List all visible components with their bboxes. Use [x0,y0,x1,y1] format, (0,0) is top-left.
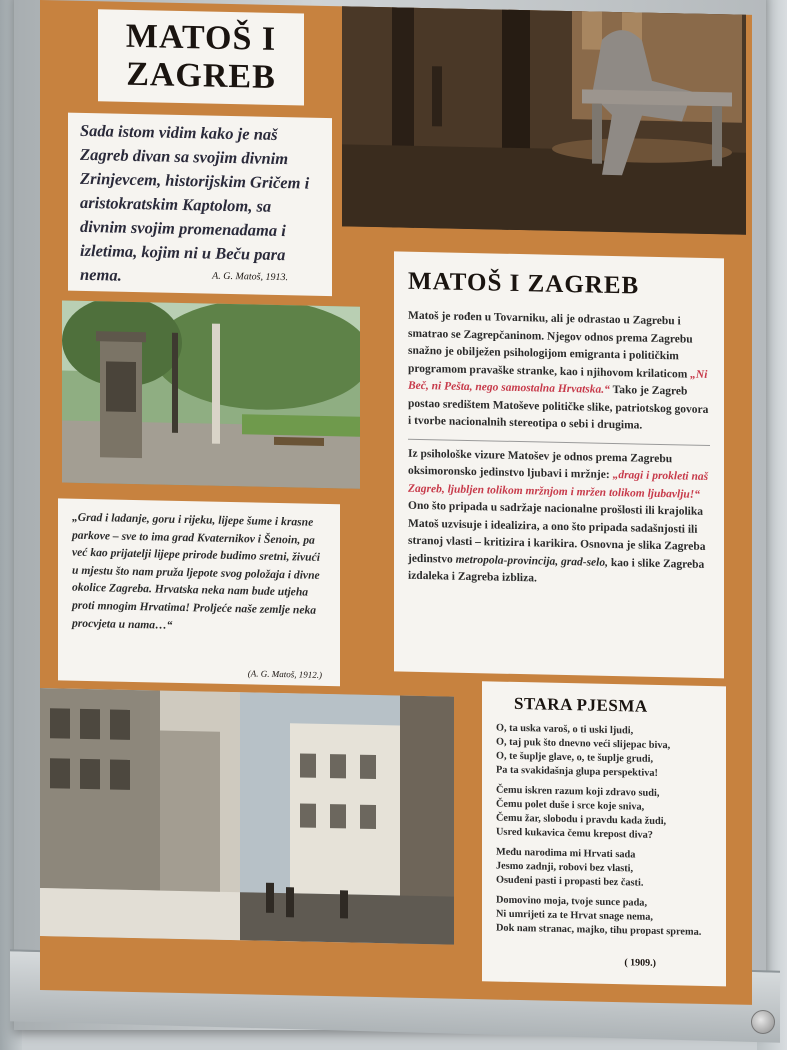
poem-line: O, ta uska varoš, o ti uski ljudi, [496,722,634,737]
poem-line: O, taj puk što dnevno veći slijepac biva, [496,736,671,752]
poem-stanza [496,784,712,845]
poem-stanza [496,846,712,893]
poem-line: Čemu žar, slobodu i pravdu kada žudi, [496,812,667,828]
info-para2-quote: „dragi i prokleti naš Zagreb, ljubljen tolikom mržnjom i mržen tolikom ljubavlju!“ [408,468,709,501]
poem-line: Među narodima mi Hrvati sada [496,846,636,861]
title-card [98,9,304,105]
info-paragraph-1 [408,308,710,437]
info-para1-text-a: Matoš je rođen u Tovarniku, ali je odrastao u Zagrebu i smatrao se Zagrepčaninom. Njegov odnos prema Zagrebu snažno je obilježen psihologijom emigranta i političkim programom pravaške stranke, kao i njihovom krilaticom [408,309,693,381]
poem-line: Dok nam stranac, majko, tihu propast sprema. [496,922,702,938]
poem-stanza [496,722,712,783]
info-card [394,251,724,678]
quote-bottom-text: „Grad i ladanje, goru i rijeku, lijepe šume i krasne parkove – sve to ima grad Kvaternikov i Šenoin, pa već kao prijatelji lijepe prirode budimo sretni, živući u mjestu što nam pruža ljepote svog položaja i divne okolice Zagreba. Hrvatska neka nam bude utjeha proti mnogim Hrvatima! Proljeće naše zemlje neka procvjeta u nama…“ [72,510,320,632]
poster-board [40,0,752,1005]
info-heading: MATOŠ I ZAGREB [408,267,640,300]
poem-line: Ni umrijeti za te Hrvat snage nema, [496,908,653,923]
info-divider [408,438,710,445]
quote-top-text: Sada istom vidim kako je naš Zagreb divan sa svojim divnim Zrinjevcem, historijskim Gričem i aristokratskim Kaptolom, sa divnim svojim promenadama i izletima, kojim ni u Beču para nema. [80,120,310,285]
poem-line: Jesmo zadnji, robovi bez vlasti, [496,860,634,875]
info-para2-text-b: Ono što pripada u sadržaje nacionalne prošlosti ili krajolika Matoš uzvisuje i idealizira, a ono što pripada sadašnjosti ili stranoj vlasti – kritizira i karikira. Osnovna je slika Zagreba jedinstvo [408,499,706,566]
poem-line: O, te šuplje glave, o, te šuplje grudi, [496,750,654,765]
info-para1-text-b: Tako je Zagreb postao središtem Matoševe političke slike, patriotskog govora i tvorbe nacionalnih stereotipa o sebi i drugima. [408,383,709,432]
poem-line: Čemu iskren razum koji zdravo sudi, [496,784,660,799]
poem-year: ( 1909.) [624,957,656,969]
poem-line: Usred kukavica čemu krepost diva? [496,826,653,841]
poem-line: Čemu polet duše i srce koje sniva, [496,798,645,813]
poem-stanza [496,894,712,941]
street-photo-pair [40,688,454,945]
poem-line: Pa ta svakidašnja glupa perspektiva! [496,764,658,779]
quote-card-top [68,113,332,297]
quote-top-signature: A. G. Matoš, 1913. [212,270,288,284]
title-line-2: ZAGREB [126,55,276,96]
info-para2-text-d: kao i slike Zagreba izdaleka i Zagreba izbliza. [408,556,705,585]
poem-title: STARA PJESMA [514,693,648,716]
poem-card [482,681,726,986]
info-paragraph-2 [408,445,710,591]
poem-line: Osuđeni pasti i propasti bez časti. [496,874,644,889]
park-photo [62,300,360,488]
statue-photo [342,0,746,235]
quote-bottom-signature: (A. G. Matoš, 1912.) [247,668,322,680]
title-line-1: MATOŠ I [125,17,277,58]
info-para2-text-c: metropola-provincija, grad-selo, [455,553,608,569]
quote-card-bottom [58,498,340,686]
info-para2-text-a: Iz psihološke vizure Matošev je odnos prema Zagrebu oksimoronsko jedinstvo ljubavi i mržnje: [408,447,673,481]
poem-line: Domovino moja, tvoje sunce pada, [496,894,648,909]
info-para1-quote: „Ni Beč, ni Pešta, nego samostalna Hrvatska.“ [408,368,708,396]
frame-screw [751,1010,775,1034]
